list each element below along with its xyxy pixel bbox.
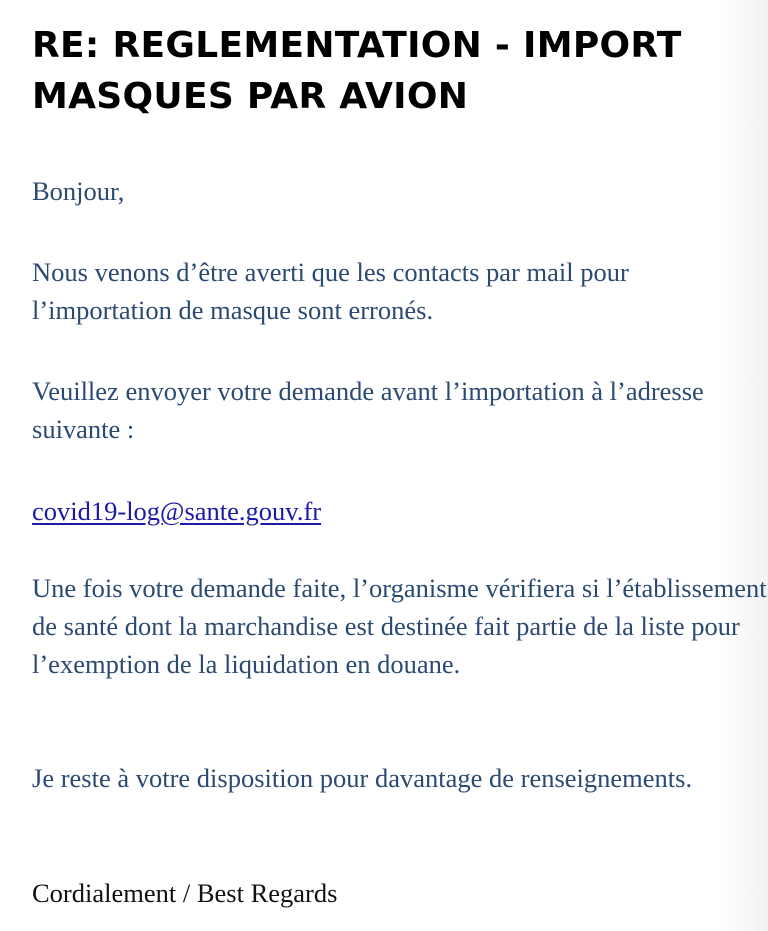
email-signoff: Cordialement / Best Regards [32,878,338,908]
email-greeting: Bonjour, [32,176,125,206]
email-subject: RE: REGLEMENTATION - IMPORT MASQUES PAR AVION [32,25,682,117]
contact-email-link[interactable]: covid19-log@sante.gouv.fr [32,496,322,526]
email-paragraph-notice: Nous venons d’être averti que les contacts par mail pour l’importation de masque sont erronés. [32,257,629,325]
email-paragraph-instruction: Veuillez envoyer votre demande avant l’importation à l’adresse suivante : [32,376,704,444]
email-paragraph-verification: Une fois votre demande faite, l’organisme vérifiera si l’établissement de santé dont la marchandise est destinée fait partie de la liste pour l’exemption de la liquidation en douane. [32,573,767,679]
email-paragraph-availability: Je reste à votre disposition pour davantage de renseignements. [32,763,693,793]
